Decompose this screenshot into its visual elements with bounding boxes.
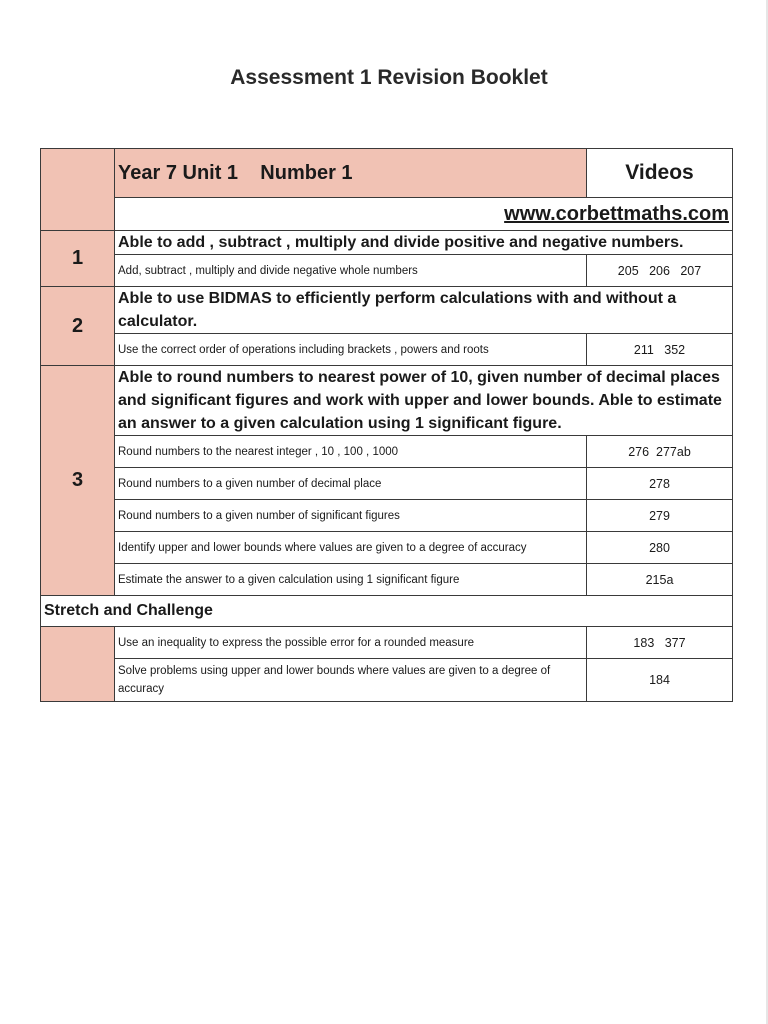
website-row [41, 198, 733, 231]
skill-text: Use an inequality to express the possible error for a rounded measure [115, 627, 587, 659]
video-numbers: 279 [587, 500, 733, 532]
video-numbers: 278 [587, 468, 733, 500]
skill-row [41, 564, 733, 596]
skill-row [41, 500, 733, 532]
objective-text: Able to round numbers to nearest power of 10, given number of decimal places and significant figures and work with upper and lower bounds. Able to estimate an answer to a given calculation using 1 significant figure. [115, 366, 733, 436]
skill-text: Use the correct order of operations including brackets , powers and roots [115, 334, 587, 366]
skill-text: Round numbers to the nearest integer , 10 , 100 , 1000 [115, 436, 587, 468]
document-title: Assessment 1 Revision Booklet [230, 66, 548, 89]
objective-row [41, 366, 733, 436]
video-numbers: 205 206 207 [587, 255, 733, 287]
unit-heading: Year 7 Unit 1 Number 1 [115, 149, 587, 198]
website-link[interactable]: www.corbettmaths.com [115, 198, 733, 231]
skill-row [41, 627, 733, 659]
stretch-heading-row [41, 596, 733, 627]
skill-text: Round numbers to a given number of decimal place [115, 468, 587, 500]
skill-row [41, 659, 733, 702]
skill-text: Add, subtract , multiply and divide negative whole numbers [115, 255, 587, 287]
stretch-side-cell [41, 627, 115, 702]
video-numbers: 276 277ab [587, 436, 733, 468]
revision-table [40, 148, 733, 702]
videos-heading: Videos [587, 149, 733, 198]
skill-text: Round numbers to a given number of significant figures [115, 500, 587, 532]
header-row [41, 149, 733, 198]
skill-text: Identify upper and lower bounds where values are given to a degree of accuracy [115, 532, 587, 564]
objective-text: Able to add , subtract , multiply and divide positive and negative numbers. [115, 231, 733, 255]
objective-number: 2 [41, 287, 115, 366]
skill-row [41, 436, 733, 468]
skill-text: Solve problems using upper and lower bounds where values are given to a degree of accuracy [115, 659, 587, 702]
objective-row [41, 287, 733, 334]
video-numbers: 211 352 [587, 334, 733, 366]
objective-row [41, 231, 733, 255]
header-corner-cell [41, 149, 115, 231]
skill-row [41, 255, 733, 287]
skill-row [41, 532, 733, 564]
objective-text: Able to use BIDMAS to efficiently perform calculations with and without a calculator. [115, 287, 733, 334]
video-numbers: 280 [587, 532, 733, 564]
objective-number: 3 [41, 366, 115, 596]
skill-text: Estimate the answer to a given calculation using 1 significant figure [115, 564, 587, 596]
stretch-heading: Stretch and Challenge [41, 596, 733, 627]
skill-row [41, 468, 733, 500]
objective-number: 1 [41, 231, 115, 287]
skill-row [41, 334, 733, 366]
video-numbers: 184 [587, 659, 733, 702]
video-numbers: 183 377 [587, 627, 733, 659]
video-numbers: 215a [587, 564, 733, 596]
